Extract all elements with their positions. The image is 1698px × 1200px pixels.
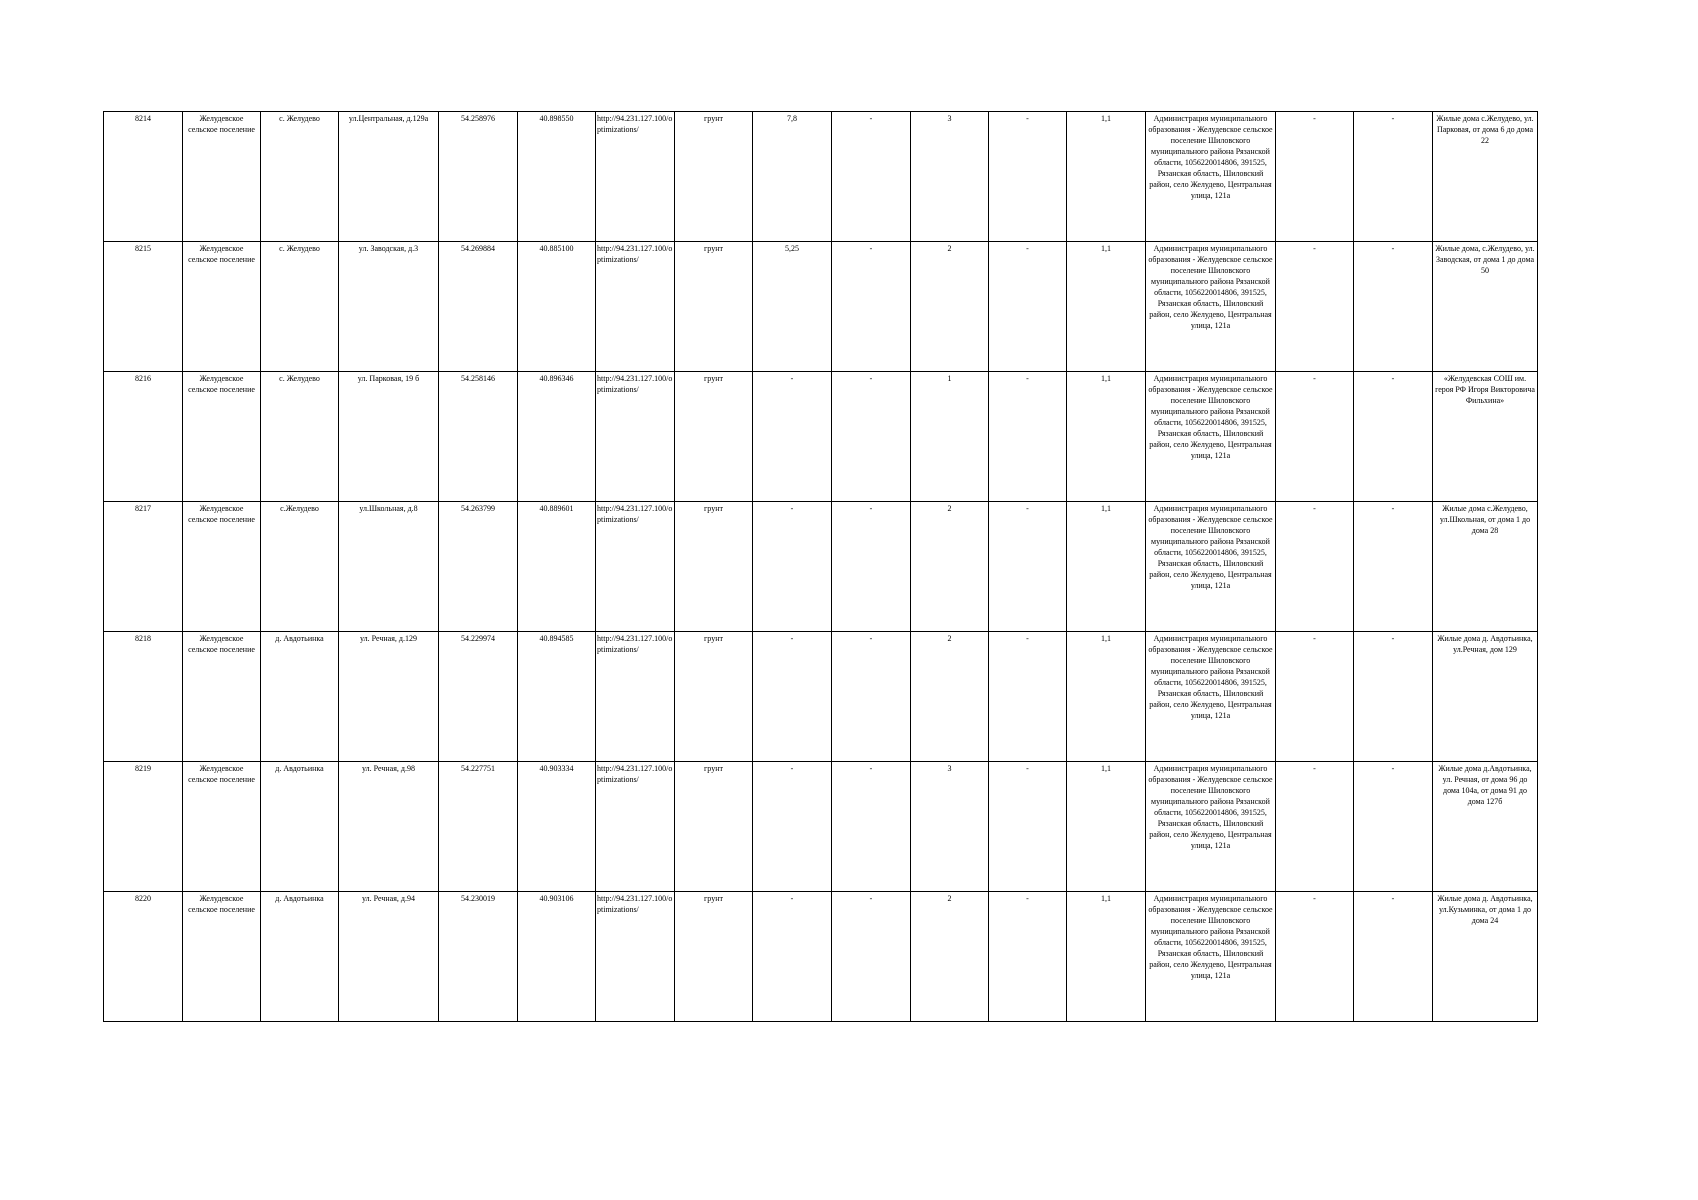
owner-info-cell: Администрация муниципального образования - Желудевское сельское поселение Шиловского муниципального района Рязанской области, 1056220014806, 391525, Рязанская область, Шиловский район, село Желудево, Центральная улица, 121а — [1146, 372, 1276, 502]
owner-info-cell: Администрация муниципального образования - Желудевское сельское поселение Шиловского муниципального района Рязанской области, 1056220014806, 391525, Рязанская область, Шиловский район, село Желудево, Центральная улица, 121а — [1146, 112, 1276, 242]
column-a-value-cell: - — [832, 632, 911, 762]
column-c-value-cell: - — [1276, 502, 1354, 632]
waste-sources-cell: Жилые дома с.Желудево, ул.Школьная, от дома 1 до дома 28 — [1433, 502, 1538, 632]
locality-name-cell: с. Желудево — [261, 112, 339, 242]
scheme-link-cell: http://94.231.127.100/optimizations/ — [596, 892, 675, 1022]
owner-info-cell: Администрация муниципального образования - Желудевское сельское поселение Шиловского муниципального района Рязанской области, 1056220014806, 391525, Рязанская область, Шиловский район, село Желудево, Центральная улица, 121а — [1146, 762, 1276, 892]
scheme-link-cell: http://94.231.127.100/optimizations/ — [596, 502, 675, 632]
waste-sources-cell: Жилые дома с.Желудево, ул. Парковая, от дома 6 до дома 22 — [1433, 112, 1538, 242]
row-number-cell: 8216 — [104, 372, 183, 502]
container-volume-cell: 1,1 — [1067, 892, 1146, 1022]
waste-sources-cell: Жилые дома, с.Желудево, ул. Заводская, от дома 1 до дома 50 — [1433, 242, 1538, 372]
table-row — [104, 112, 1538, 242]
surface-type-cell: грунт — [675, 502, 753, 632]
container-count-cell: 1 — [911, 372, 989, 502]
longitude-cell: 40.885100 — [518, 242, 596, 372]
column-c-value-cell: - — [1276, 372, 1354, 502]
column-d-value-cell: - — [1354, 112, 1433, 242]
container-volume-cell: 1,1 — [1067, 242, 1146, 372]
table-row — [104, 762, 1538, 892]
column-a-value-cell: - — [832, 502, 911, 632]
site-area-cell: 7,8 — [753, 112, 832, 242]
column-d-value-cell: - — [1354, 372, 1433, 502]
locality-name-cell: д. Авдотьинка — [261, 762, 339, 892]
waste-sources-cell: Жилые дома д.Авдотьинка, ул. Речная, от дома 96 до дома 104а, от дома 91 до дома 127б — [1433, 762, 1538, 892]
container-volume-cell: 1,1 — [1067, 502, 1146, 632]
street-address-cell: ул. Парковая, 19 б — [339, 372, 439, 502]
locality-name-cell: д. Авдотьинка — [261, 632, 339, 762]
locality-name-cell: с. Желудево — [261, 242, 339, 372]
longitude-cell: 40.889601 — [518, 502, 596, 632]
owner-info-cell: Администрация муниципального образования - Желудевское сельское поселение Шиловского муниципального района Рязанской области, 1056220014806, 391525, Рязанская область, Шиловский район, село Желудево, Центральная улица, 121а — [1146, 502, 1276, 632]
settlement-name-cell: Желудевское сельское поселение — [183, 762, 261, 892]
column-a-value-cell: - — [832, 762, 911, 892]
street-address-cell: ул. Речная, д.98 — [339, 762, 439, 892]
longitude-cell: 40.898550 — [518, 112, 596, 242]
row-number-cell: 8220 — [104, 892, 183, 1022]
site-area-cell: - — [753, 762, 832, 892]
column-c-value-cell: - — [1276, 112, 1354, 242]
waste-sources-cell: Жилые дома д. Авдотьинка, ул.Речная, дом 129 — [1433, 632, 1538, 762]
row-number-cell: 8219 — [104, 762, 183, 892]
longitude-cell: 40.896346 — [518, 372, 596, 502]
table-row — [104, 502, 1538, 632]
longitude-cell: 40.903334 — [518, 762, 596, 892]
container-count-cell: 3 — [911, 762, 989, 892]
column-b-value-cell: - — [989, 762, 1067, 892]
street-address-cell: ул. Заводская, д.3 — [339, 242, 439, 372]
column-a-value-cell: - — [832, 892, 911, 1022]
locality-name-cell: с.Желудево — [261, 502, 339, 632]
site-area-cell: - — [753, 632, 832, 762]
street-address-cell: ул.Школьная, д.8 — [339, 502, 439, 632]
locality-name-cell: с. Желудево — [261, 372, 339, 502]
longitude-cell: 40.894585 — [518, 632, 596, 762]
owner-info-cell: Администрация муниципального образования - Желудевское сельское поселение Шиловского муниципального района Рязанской области, 1056220014806, 391525, Рязанская область, Шиловский район, село Желудево, Центральная улица, 121а — [1146, 242, 1276, 372]
street-address-cell: ул. Речная, д.129 — [339, 632, 439, 762]
scheme-link-cell: http://94.231.127.100/optimizations/ — [596, 762, 675, 892]
column-b-value-cell: - — [989, 632, 1067, 762]
column-b-value-cell: - — [989, 502, 1067, 632]
column-d-value-cell: - — [1354, 762, 1433, 892]
table-row — [104, 632, 1538, 762]
container-volume-cell: 1,1 — [1067, 762, 1146, 892]
surface-type-cell: грунт — [675, 892, 753, 1022]
column-b-value-cell: - — [989, 372, 1067, 502]
site-area-cell: - — [753, 372, 832, 502]
surface-type-cell: грунт — [675, 112, 753, 242]
column-a-value-cell: - — [832, 372, 911, 502]
latitude-cell: 54.227751 — [439, 762, 518, 892]
container-volume-cell: 1,1 — [1067, 372, 1146, 502]
table-row — [104, 242, 1538, 372]
latitude-cell: 54.263799 — [439, 502, 518, 632]
container-count-cell: 2 — [911, 892, 989, 1022]
street-address-cell: ул.Центральная, д.129а — [339, 112, 439, 242]
settlement-name-cell: Желудевское сельское поселение — [183, 892, 261, 1022]
owner-info-cell: Администрация муниципального образования - Желудевское сельское поселение Шиловского муниципального района Рязанской области, 1056220014806, 391525, Рязанская область, Шиловский район, село Желудево, Центральная улица, 121а — [1146, 892, 1276, 1022]
column-d-value-cell: - — [1354, 502, 1433, 632]
column-c-value-cell: - — [1276, 632, 1354, 762]
column-a-value-cell: - — [832, 112, 911, 242]
registry-body — [104, 112, 1538, 1022]
column-c-value-cell: - — [1276, 892, 1354, 1022]
longitude-cell: 40.903106 — [518, 892, 596, 1022]
table-row — [104, 892, 1538, 1022]
column-c-value-cell: - — [1276, 762, 1354, 892]
site-area-cell: - — [753, 502, 832, 632]
site-area-cell: - — [753, 892, 832, 1022]
settlement-name-cell: Желудевское сельское поселение — [183, 242, 261, 372]
column-b-value-cell: - — [989, 242, 1067, 372]
locality-name-cell: д. Авдотьинка — [261, 892, 339, 1022]
scheme-link-cell: http://94.231.127.100/optimizations/ — [596, 112, 675, 242]
waste-sources-cell: Жилые дома д. Авдотьинка, ул.Кузьминка, от дома 1 до дома 24 — [1433, 892, 1538, 1022]
latitude-cell: 54.258146 — [439, 372, 518, 502]
column-a-value-cell: - — [832, 242, 911, 372]
settlement-name-cell: Желудевское сельское поселение — [183, 502, 261, 632]
settlement-name-cell: Желудевское сельское поселение — [183, 632, 261, 762]
column-b-value-cell: - — [989, 112, 1067, 242]
column-d-value-cell: - — [1354, 892, 1433, 1022]
latitude-cell: 54.269884 — [439, 242, 518, 372]
table-row — [104, 372, 1538, 502]
container-volume-cell: 1,1 — [1067, 632, 1146, 762]
owner-info-cell: Администрация муниципального образования - Желудевское сельское поселение Шиловского муниципального района Рязанской области, 1056220014806, 391525, Рязанская область, Шиловский район, село Желудево, Центральная улица, 121а — [1146, 632, 1276, 762]
row-number-cell: 8214 — [104, 112, 183, 242]
scheme-link-cell: http://94.231.127.100/optimizations/ — [596, 372, 675, 502]
surface-type-cell: грунт — [675, 372, 753, 502]
latitude-cell: 54.229974 — [439, 632, 518, 762]
settlement-name-cell: Желудевское сельское поселение — [183, 112, 261, 242]
container-count-cell: 3 — [911, 112, 989, 242]
settlement-name-cell: Желудевское сельское поселение — [183, 372, 261, 502]
surface-type-cell: грунт — [675, 242, 753, 372]
container-count-cell: 2 — [911, 502, 989, 632]
site-area-cell: 5,25 — [753, 242, 832, 372]
street-address-cell: ул. Речная, д.94 — [339, 892, 439, 1022]
container-count-cell: 2 — [911, 632, 989, 762]
waste-sources-cell: «Желудевская СОШ им. героя РФ Игоря Викторовича Фильхина» — [1433, 372, 1538, 502]
scheme-link-cell: http://94.231.127.100/optimizations/ — [596, 632, 675, 762]
column-b-value-cell: - — [989, 892, 1067, 1022]
scheme-link-cell: http://94.231.127.100/optimizations/ — [596, 242, 675, 372]
column-d-value-cell: - — [1354, 242, 1433, 372]
row-number-cell: 8215 — [104, 242, 183, 372]
container-count-cell: 2 — [911, 242, 989, 372]
row-number-cell: 8218 — [104, 632, 183, 762]
latitude-cell: 54.258976 — [439, 112, 518, 242]
container-volume-cell: 1,1 — [1067, 112, 1146, 242]
latitude-cell: 54.230019 — [439, 892, 518, 1022]
row-number-cell: 8217 — [104, 502, 183, 632]
registry-table — [103, 111, 1538, 1022]
column-c-value-cell: - — [1276, 242, 1354, 372]
column-d-value-cell: - — [1354, 632, 1433, 762]
surface-type-cell: грунт — [675, 762, 753, 892]
surface-type-cell: грунт — [675, 632, 753, 762]
